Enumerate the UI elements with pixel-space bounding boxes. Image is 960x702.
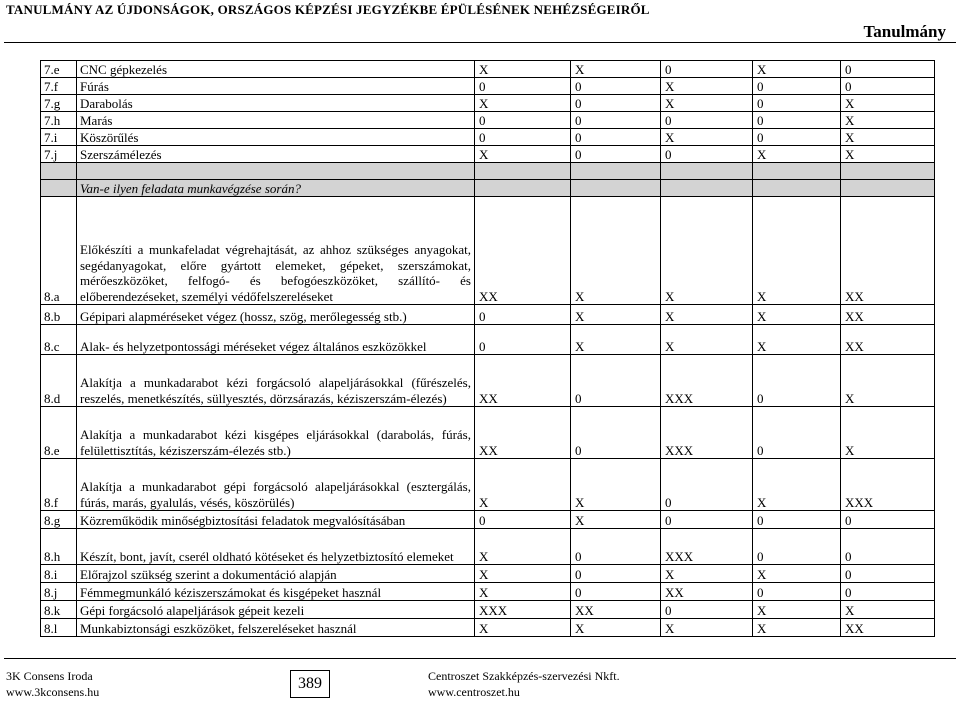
rating-cell: X [753,619,841,637]
row-description: Készít, bont, javít, cserél oldható kötéseket és helyzetbiztosító elemeket [77,529,475,565]
rating-cell [753,180,841,197]
rating-cell: XXX [475,601,571,619]
rating-cell: X [661,565,753,583]
table-row [41,325,935,355]
row-id: 7.e [41,61,77,78]
rating-cell: 0 [841,61,935,78]
rating-cell: 0 [571,95,661,112]
rating-cell: 0 [661,112,753,129]
rating-cell: 0 [475,112,571,129]
rating-cell: XX [661,583,753,601]
row-id: 8.k [41,601,77,619]
header-divider [4,42,956,43]
rating-cell: 0 [753,355,841,407]
rating-cell [571,163,661,180]
rating-cell: X [841,146,935,163]
rating-cell: 0 [753,78,841,95]
rating-cell: 0 [475,129,571,146]
rating-cell [475,180,571,197]
rating-cell: X [475,146,571,163]
table-row [41,407,935,459]
rating-cell: 0 [753,529,841,565]
rating-cell: 0 [475,511,571,529]
row-description: Marás [77,112,475,129]
row-id: 7.j [41,146,77,163]
row-description: Fémmegmunkáló kéziszerszámokat és kisgépeket használ [77,583,475,601]
row-id: 8.l [41,619,77,637]
rating-cell: X [841,355,935,407]
table-row [41,112,935,129]
table-row [41,129,935,146]
rating-cell: X [753,601,841,619]
table-row [41,601,935,619]
rating-cell: XX [841,325,935,355]
rating-cell: X [661,129,753,146]
table-row [41,355,935,407]
table-row [41,61,935,78]
rating-cell: 0 [753,511,841,529]
rating-cell: XX [475,407,571,459]
row-description: Előrajzol szükség szerint a dokumentáció alapján [77,565,475,583]
rating-cell: 0 [661,459,753,511]
rating-cell: 0 [571,355,661,407]
rating-cell: X [571,305,661,325]
rating-cell: 0 [753,407,841,459]
table-row [41,78,935,95]
table-row [41,95,935,112]
row-id: 8.f [41,459,77,511]
row-id [41,163,77,180]
row-description: Gépi forgácsoló alapeljárások gépeit kezeli [77,601,475,619]
rating-cell: 0 [571,129,661,146]
table-row [41,163,935,180]
rating-cell: X [475,565,571,583]
footer-left [6,668,99,700]
rating-cell: XX [841,197,935,305]
table-row [41,583,935,601]
table-row [41,529,935,565]
rating-cell: 0 [841,529,935,565]
footer-divider [4,658,956,659]
row-id: 8.j [41,583,77,601]
table-row [41,619,935,637]
rating-cell: X [753,565,841,583]
row-id: 7.h [41,112,77,129]
row-id: 8.c [41,325,77,355]
rating-cell: X [571,619,661,637]
table-row [41,565,935,583]
rating-cell [571,180,661,197]
row-id: 8.b [41,305,77,325]
table-row [41,305,935,325]
row-description: Köszörűlés [77,129,475,146]
rating-cell: X [841,129,935,146]
document-header-title: TANULMÁNY AZ ÚJDONSÁGOK, ORSZÁGOS KÉPZÉSI JEGYZÉKBE ÉPÜLÉSÉNEK NEHÉZSÉGEIRŐL [6,2,650,17]
rating-cell: X [753,146,841,163]
rating-cell: XXX [661,407,753,459]
rating-cell: XXX [661,529,753,565]
table-row [41,180,935,197]
row-description: Közreműködik minőségbiztosítási feladatok megvalósításában [77,511,475,529]
rating-cell: 0 [571,78,661,95]
row-id [41,180,77,197]
rating-cell: 0 [661,146,753,163]
rating-cell: 0 [753,129,841,146]
rating-cell: 0 [753,95,841,112]
rating-cell: X [753,61,841,78]
row-description: Előkészíti a munkafeladat végrehajtását, az ahhoz szükséges anyagokat, segédanyagokat, előre gyártott elemeket, gépeket, szerszámokat, mérőeszközöket, felfogó- és befogóeszközöket, szállító- és előberendezéseket, személyi védőfelszereléseket [77,197,475,305]
rating-cell: 0 [571,565,661,583]
rating-cell: XX [841,619,935,637]
rating-cell: X [661,95,753,112]
row-description: Alakítja a munkadarabot kézi forgácsoló alapeljárásokkal (fűrészelés, reszelés, menetkészítés, süllyesztés, dörzsárazás, kéziszerszám-élezés) [77,355,475,407]
rating-cell: XX [841,305,935,325]
rating-cell: X [841,407,935,459]
rating-cell [841,180,935,197]
rating-cell: X [475,459,571,511]
rating-cell: X [571,459,661,511]
rating-cell: 0 [475,305,571,325]
footer-partner-url[interactable]: www.centroszet.hu [428,685,520,699]
rating-cell: 0 [661,61,753,78]
table-row [41,146,935,163]
rating-cell: X [475,583,571,601]
rating-cell [753,163,841,180]
rating-cell: 0 [841,78,935,95]
row-id: 8.h [41,529,77,565]
rating-cell: XXX [661,355,753,407]
row-description: Alakítja a munkadarabot kézi kisgépes eljárásokkal (darabolás, fúrás, felülettisztítás, kéziszerszám-élezés stb.) [77,407,475,459]
rating-cell: X [753,197,841,305]
row-description: Alak- és helyzetpontossági méréseket végez általános eszközökkel [77,325,475,355]
table-row [41,197,935,305]
row-id: 8.d [41,355,77,407]
row-description: Fúrás [77,78,475,95]
rating-cell: XX [571,601,661,619]
row-id: 7.g [41,95,77,112]
row-id: 8.e [41,407,77,459]
row-description [77,163,475,180]
rating-cell: 0 [841,565,935,583]
rating-cell: 0 [661,601,753,619]
rating-cell: 0 [571,583,661,601]
row-description: Gépipari alapméréseket végez (hossz, szög, merőlegesség stb.) [77,305,475,325]
row-id: 7.i [41,129,77,146]
rating-cell: X [841,95,935,112]
rating-cell [661,163,753,180]
footer-partner-name: Centroszet Szakképzés-szervezési Nkft. [428,669,620,683]
rating-cell: X [475,61,571,78]
competency-table [40,60,935,637]
rating-cell: X [661,78,753,95]
rating-cell [841,163,935,180]
row-description: CNC gépkezelés [77,61,475,78]
row-description: Darabolás [77,95,475,112]
row-description: Munkabiztonsági eszközöket, felszereléseket használ [77,619,475,637]
rating-cell: X [571,325,661,355]
rating-cell: X [571,511,661,529]
rating-cell: XX [475,197,571,305]
rating-cell: 0 [571,407,661,459]
page-number: 389 [290,670,330,698]
rating-cell: 0 [571,529,661,565]
rating-cell: X [661,197,753,305]
document-type-label: Tanulmány [863,22,946,41]
table-row [41,511,935,529]
rating-cell: 0 [753,112,841,129]
rating-cell: 0 [571,146,661,163]
table-row [41,459,935,511]
rating-cell: X [841,601,935,619]
row-id: 8.g [41,511,77,529]
rating-cell: XXX [841,459,935,511]
rating-cell: X [475,95,571,112]
rating-cell [475,163,571,180]
rating-cell: X [753,459,841,511]
rating-cell: 0 [753,583,841,601]
rating-cell: XX [475,355,571,407]
rating-cell: 0 [841,511,935,529]
rating-cell: X [475,529,571,565]
rating-cell: X [661,305,753,325]
rating-cell [661,180,753,197]
rating-cell: X [661,619,753,637]
rating-cell: 0 [841,583,935,601]
footer-org-url[interactable]: www.3kconsens.hu [6,685,100,699]
row-id: 8.a [41,197,77,305]
rating-cell: 0 [475,325,571,355]
rating-cell: X [571,61,661,78]
row-description: Van-e ilyen feladata munkavégzése során? [77,180,475,197]
footer-right [428,668,620,700]
rating-cell: X [753,325,841,355]
row-description: Szerszámélezés [77,146,475,163]
row-description: Alakítja a munkadarabot gépi forgácsoló alapeljárásokkal (esztergálás, fúrás, marás, gyalulás, vésés, köszörülés) [77,459,475,511]
rating-cell: X [661,325,753,355]
rating-cell: X [841,112,935,129]
rating-cell: X [475,619,571,637]
rating-cell: 0 [571,112,661,129]
footer-org-name: 3K Consens Iroda [6,669,93,683]
row-id: 8.i [41,565,77,583]
rating-cell: X [753,305,841,325]
row-id: 7.f [41,78,77,95]
rating-cell: X [571,197,661,305]
rating-cell: 0 [475,78,571,95]
rating-cell: 0 [661,511,753,529]
